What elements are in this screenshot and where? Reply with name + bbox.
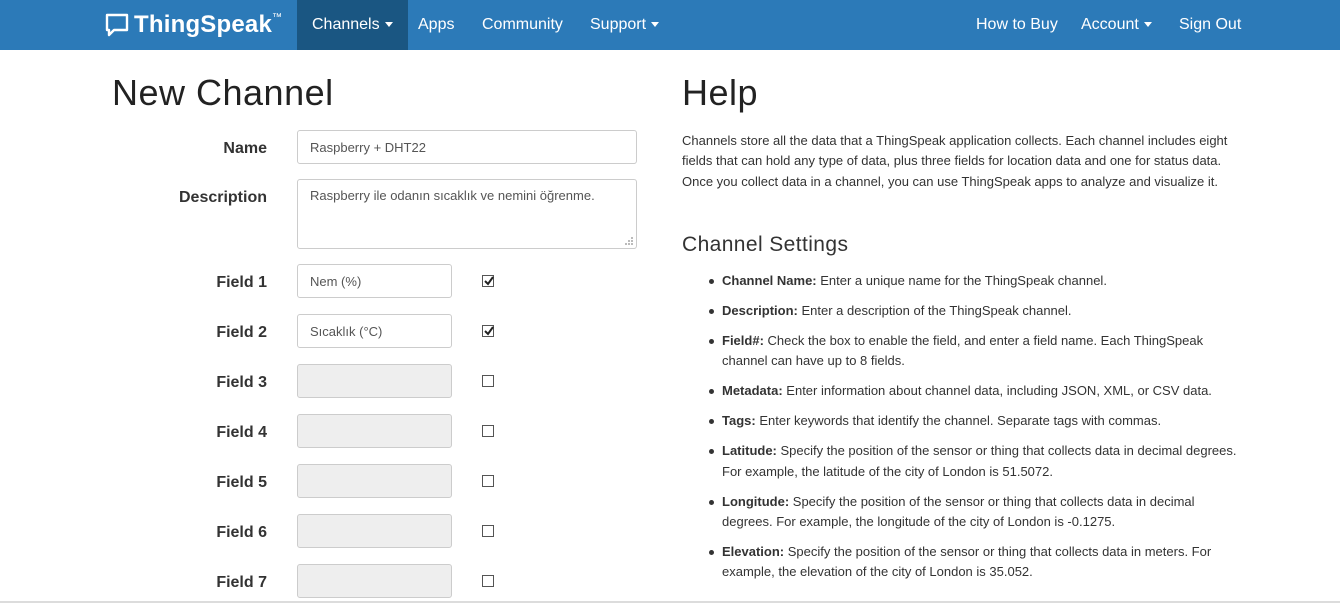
- setting-term: Latitude:: [722, 443, 777, 459]
- field-1-label: Field 1: [216, 274, 267, 291]
- list-item: [704, 492, 1244, 533]
- nav-sign-out[interactable]: [1164, 0, 1256, 50]
- field-6-checkbox[interactable]: [482, 525, 494, 537]
- caret-down-icon: [651, 22, 659, 27]
- page-title: New Channel: [112, 72, 334, 113]
- bullet-icon: [709, 339, 714, 344]
- field-3-checkbox[interactable]: [482, 375, 494, 387]
- nav-account-dropdown[interactable]: [1066, 0, 1167, 50]
- help-intro-text: Channels store all the data that a ThingSpeak application collects. Each channel includes eight fields that can hold any type of data, plus three fields for location data and one for status data. Once you collect data in a channel, you can use ThingSpeak apps to analyze and visualize it.: [682, 133, 1228, 189]
- chat-bubble-icon: [104, 12, 130, 38]
- list-item: [704, 411, 1244, 431]
- channel-settings-heading: Channel Settings: [682, 233, 849, 256]
- nav-apps-label: Apps: [418, 16, 455, 33]
- field-5-input[interactable]: [297, 464, 452, 498]
- setting-term: Tags:: [722, 413, 756, 429]
- channel-name-input[interactable]: [297, 130, 637, 164]
- brand-trademark: ™: [272, 11, 283, 23]
- field-2-label: Field 2: [216, 324, 267, 341]
- setting-term: Field#:: [722, 332, 764, 348]
- field-5-label: Field 5: [216, 474, 267, 491]
- setting-term: Metadata:: [722, 383, 783, 399]
- field-3-label: Field 3: [216, 374, 267, 391]
- list-item: [704, 381, 1244, 401]
- nav-how-to-buy-label: How to Buy: [976, 16, 1058, 33]
- caret-down-icon: [1144, 22, 1152, 27]
- setting-text: Enter a description of the ThingSpeak channel.: [797, 302, 1072, 318]
- help-title: Help: [682, 72, 759, 113]
- field-6-input[interactable]: [297, 514, 452, 548]
- list-item: [704, 271, 1244, 291]
- nav-community[interactable]: [467, 0, 578, 50]
- bullet-icon: [709, 389, 714, 394]
- field-4-label: Field 4: [216, 424, 267, 441]
- nav-channels-dropdown[interactable]: [297, 0, 408, 50]
- field-1-input[interactable]: [297, 264, 452, 298]
- setting-text: Enter information about channel data, including JSON, XML, or CSV data.: [782, 383, 1212, 399]
- field-4-checkbox[interactable]: [482, 425, 494, 437]
- list-item: [704, 301, 1244, 321]
- field-5-checkbox[interactable]: [482, 475, 494, 487]
- field-7-checkbox[interactable]: [482, 575, 494, 587]
- setting-term: Channel Name:: [722, 273, 817, 288]
- bullet-icon: [709, 500, 714, 505]
- setting-text: Specify the position of the sensor or thing that collects data in meters. For example, the elevation of the city of London is 35.052.: [722, 543, 1212, 580]
- setting-term: Description:: [722, 302, 798, 318]
- checkmark-icon: [482, 324, 496, 338]
- field-4-input[interactable]: [297, 414, 452, 448]
- nav-how-to-buy[interactable]: [961, 0, 1073, 50]
- caret-down-icon: [385, 22, 393, 27]
- field-1-checkbox[interactable]: [482, 275, 494, 287]
- setting-term: Elevation:: [722, 543, 785, 559]
- setting-text: Specify the position of the sensor or thing that collects data in decimal degrees. For example, the longitude of the city of London is -0.1275.: [722, 493, 1195, 529]
- list-item: [704, 331, 1244, 372]
- field-2-input[interactable]: [297, 314, 452, 348]
- brand-name: ThingSpeak: [134, 11, 273, 38]
- field-3-input[interactable]: [297, 364, 452, 398]
- channel-settings-list: [704, 271, 1244, 592]
- field-2-checkbox[interactable]: [482, 325, 494, 337]
- nav-apps[interactable]: [403, 0, 469, 50]
- setting-text: Enter keywords that identify the channel. Separate tags with commas.: [755, 413, 1162, 429]
- channel-description-textarea[interactable]: [297, 179, 637, 249]
- resize-handle-icon[interactable]: [623, 235, 634, 246]
- setting-text: Enter a unique name for the ThingSpeak channel.: [816, 273, 1107, 288]
- setting-term: Longitude:: [722, 493, 790, 509]
- setting-text: Check the box to enable the field, and enter a field name. Each ThingSpeak channel can have up to 8 fields.: [722, 332, 1204, 369]
- thingspeak-logo[interactable]: [104, 10, 282, 40]
- field-7-label: Field 7: [216, 574, 267, 591]
- nav-community-label: Community: [482, 16, 563, 33]
- list-item: [704, 441, 1244, 482]
- nav-channels-label: Channels: [312, 16, 380, 33]
- field-7-input[interactable]: [297, 564, 452, 598]
- nav-account-label: Account: [1081, 16, 1139, 33]
- nav-support-dropdown[interactable]: [575, 0, 674, 50]
- name-label: Name: [223, 140, 267, 157]
- list-item: [704, 542, 1244, 583]
- field-6-label: Field 6: [216, 524, 267, 541]
- bullet-icon: [709, 550, 714, 555]
- checkmark-icon: [482, 274, 496, 288]
- bullet-icon: [709, 309, 714, 314]
- bullet-icon: [709, 449, 714, 454]
- bullet-icon: [709, 419, 714, 424]
- description-label: Description: [178, 189, 267, 206]
- bullet-icon: [709, 279, 714, 284]
- nav-support-label: Support: [590, 16, 647, 33]
- setting-text: Specify the position of the sensor or thing that collects data in decimal degrees. For example, the latitude of the city of London is 51.5072.: [722, 443, 1237, 479]
- nav-sign-out-label: Sign Out: [1179, 16, 1242, 33]
- top-navbar: [0, 0, 1340, 50]
